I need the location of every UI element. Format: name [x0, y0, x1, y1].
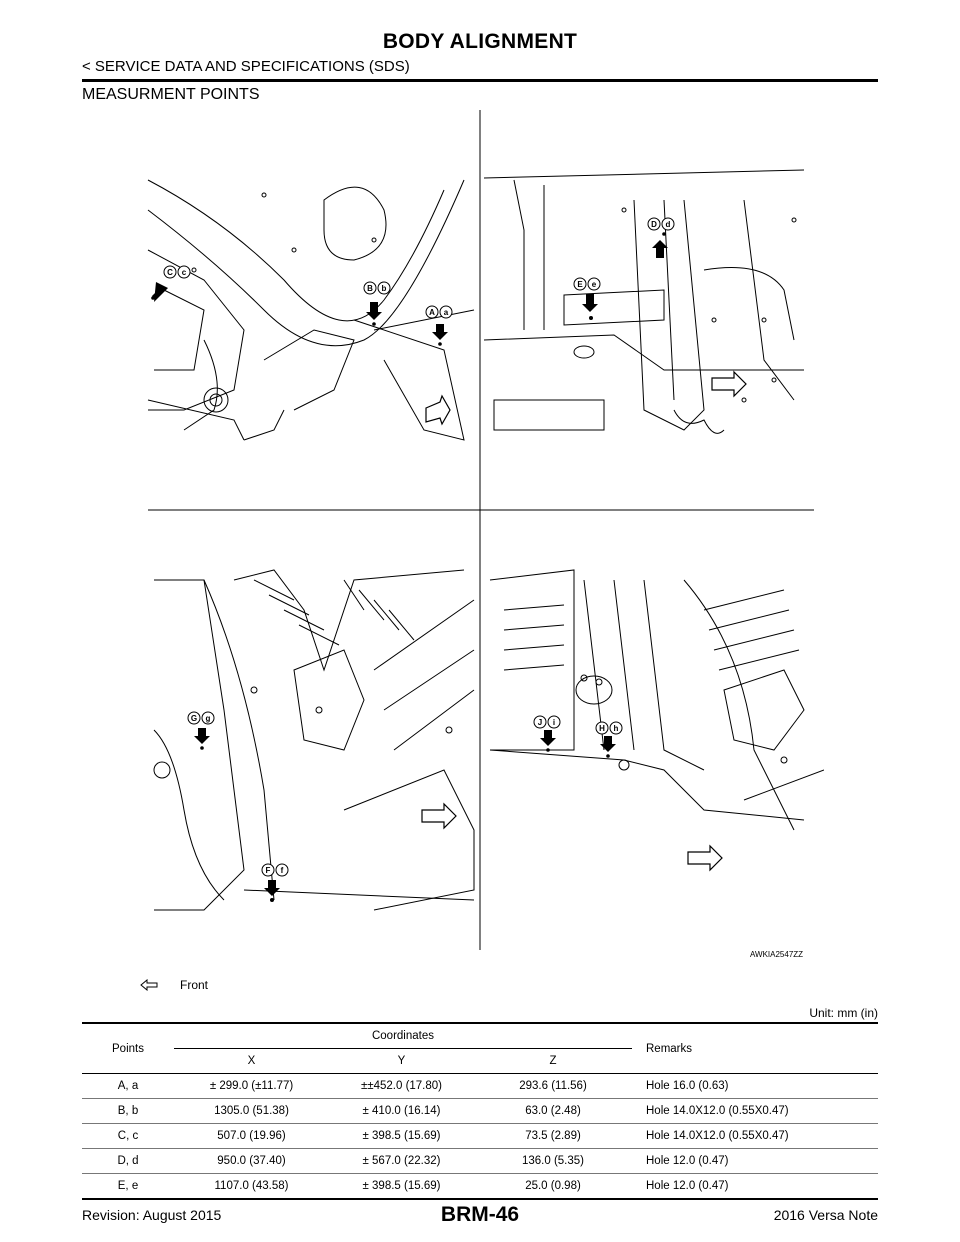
cell-z: 63.0 (2.48) — [474, 1099, 632, 1124]
table-row — [82, 1099, 878, 1124]
cell-points: A, a — [82, 1074, 174, 1099]
unit-label: Unit: mm (in) — [809, 1006, 878, 1020]
table-row — [82, 1174, 878, 1200]
point-label-d: d — [665, 220, 671, 229]
cell-x: 1107.0 (43.58) — [174, 1174, 329, 1200]
cell-y: ± 567.0 (22.32) — [329, 1149, 474, 1174]
point-label-E: E — [577, 280, 583, 289]
cell-remarks: Hole 12.0 (0.47) — [632, 1149, 878, 1174]
measurement-points-table — [82, 1022, 878, 1200]
cell-y: ± 410.0 (16.14) — [329, 1099, 474, 1124]
point-label-B: B — [367, 284, 373, 293]
point-label-D: D — [651, 220, 657, 229]
cell-remarks: Hole 12.0 (0.47) — [632, 1174, 878, 1200]
cell-y: ± 398.5 (15.69) — [329, 1174, 474, 1200]
cell-x: 1305.0 (51.38) — [174, 1099, 329, 1124]
header-x: X — [174, 1049, 329, 1074]
table-row — [82, 1074, 878, 1099]
point-label-A: A — [429, 308, 435, 317]
point-label-G: G — [190, 714, 198, 723]
cell-x: 507.0 (19.96) — [174, 1124, 329, 1149]
cell-z: 25.0 (0.98) — [474, 1174, 632, 1200]
point-label-F: F — [265, 866, 271, 875]
header-z: Z — [474, 1049, 632, 1074]
figure-id: AWKIA2547ZZ — [750, 950, 804, 959]
point-label-J: J — [537, 718, 543, 727]
footer-model: 2016 Versa Note — [773, 1207, 878, 1223]
front-arrow-icon — [140, 979, 158, 991]
cell-y: ± 398.5 (15.69) — [329, 1124, 474, 1149]
cell-remarks: Hole 16.0 (0.63) — [632, 1074, 878, 1099]
table-row — [82, 1124, 878, 1149]
header-rule — [82, 79, 878, 82]
footer-revision: Revision: August 2015 — [82, 1207, 222, 1223]
point-label-f: f — [280, 866, 284, 875]
cell-points: E, e — [82, 1174, 174, 1200]
header-points: Points — [82, 1023, 174, 1074]
cell-points: B, b — [82, 1099, 174, 1124]
measurement-points-diagram — [144, 110, 824, 960]
point-label-g: g — [205, 714, 211, 723]
cell-x: ± 299.0 (±11.77) — [174, 1074, 329, 1099]
cell-y: ±±452.0 (17.80) — [329, 1074, 474, 1099]
point-label-b: b — [381, 284, 387, 293]
point-label-e: e — [591, 280, 597, 289]
cell-points: D, d — [82, 1149, 174, 1174]
legend — [140, 978, 208, 992]
legend-front-label: Front — [180, 978, 209, 992]
point-label-h: h — [613, 724, 619, 733]
subheading: MEASURMENT POINTS — [82, 86, 260, 103]
cell-z: 73.5 (2.89) — [474, 1124, 632, 1149]
table-row — [82, 1149, 878, 1174]
cell-remarks: Hole 14.0X12.0 (0.55X0.47) — [632, 1124, 878, 1149]
point-label-C: C — [167, 268, 173, 277]
header-coordinates: Coordinates — [174, 1023, 632, 1049]
header-remarks: Remarks — [632, 1023, 878, 1074]
cell-z: 293.6 (11.56) — [474, 1074, 632, 1099]
section-breadcrumb: < SERVICE DATA AND SPECIFICATIONS (SDS) — [82, 58, 410, 75]
point-label-c: c — [181, 268, 187, 277]
header-y: Y — [329, 1049, 474, 1074]
cell-remarks: Hole 14.0X12.0 (0.55X0.47) — [632, 1099, 878, 1124]
point-label-i: i — [552, 718, 556, 727]
cell-z: 136.0 (5.35) — [474, 1149, 632, 1174]
footer-page-number: BRM-46 — [440, 1203, 520, 1226]
point-label-a: a — [443, 308, 449, 317]
page-title: BODY ALIGNMENT — [382, 30, 578, 53]
cell-x: 950.0 (37.40) — [174, 1149, 329, 1174]
cell-points: C, c — [82, 1124, 174, 1149]
point-label-H: H — [599, 724, 605, 733]
